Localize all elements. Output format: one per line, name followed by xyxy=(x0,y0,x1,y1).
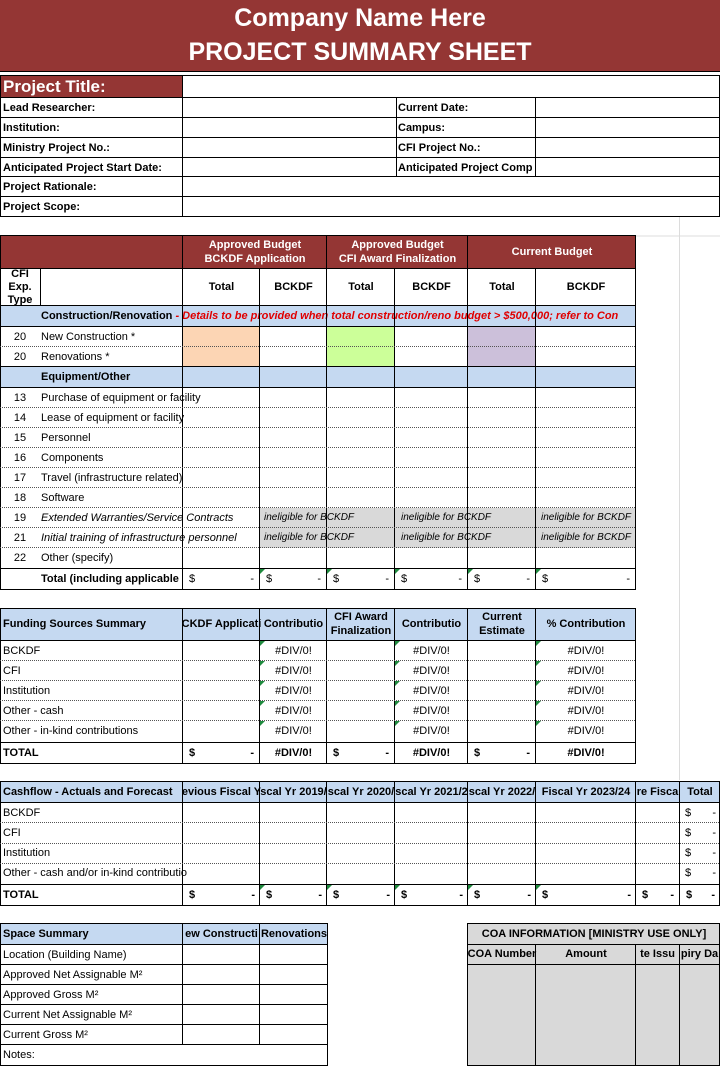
row-code: 22 xyxy=(13,551,27,564)
currency-symbol: $ xyxy=(189,889,196,901)
funding-header-cfi-award-line2: Finalization xyxy=(330,625,392,637)
currency-symbol: $ xyxy=(542,889,549,901)
current-date-label: Current Date: xyxy=(398,101,469,114)
cashflow-header: scal Yr 2019/ xyxy=(260,785,327,798)
cfi-project-label: CFI Project No.: xyxy=(398,141,481,154)
currency-symbol: $ xyxy=(266,572,273,585)
currency-value: - xyxy=(250,747,254,759)
row-label: Components xyxy=(41,451,104,464)
funding-header-current-line1: Current xyxy=(482,611,522,623)
cfi-exp-type-line1: CFI xyxy=(11,267,29,280)
cashflow-header: evious Fiscal Y xyxy=(181,785,262,798)
row-label: Extended Warranties/Service Contracts xyxy=(41,511,234,524)
div0-value: #DIV/0! xyxy=(567,684,605,697)
currency-value: - xyxy=(318,889,322,901)
row-label: Lease of equipment or facility xyxy=(41,411,185,424)
sub-header-bckdf-2: BCKDF xyxy=(412,280,451,293)
space-header-renovations: Renovations xyxy=(260,927,327,940)
cashflow-header: scal Yr 2022/ xyxy=(468,785,536,798)
div0-value: #DIV/0! xyxy=(413,724,450,737)
currency-symbol: $ xyxy=(189,572,196,585)
project-title-label: Project Title: xyxy=(0,76,183,97)
div0-value: #DIV/0! xyxy=(413,664,450,677)
approved-bckdf-header-line1: Approved Budget xyxy=(208,238,302,251)
row-label: New Construction * xyxy=(41,330,136,343)
div0-value: #DIV/0! xyxy=(413,684,450,697)
ineligible-label: ineligible for BCKDF xyxy=(264,532,355,543)
funding-title: Funding Sources Summary xyxy=(3,618,147,630)
currency-symbol: $ xyxy=(685,826,692,839)
row-code: 17 xyxy=(13,471,27,484)
currency-value: - xyxy=(526,747,530,759)
currency-symbol: $ xyxy=(401,889,408,901)
div0-value: #DIV/0! xyxy=(567,704,605,717)
div0-value: #DIV/0! xyxy=(274,747,313,759)
sheet-title: PROJECT SUMMARY SHEET xyxy=(188,38,532,66)
funding-row-label: BCKDF xyxy=(3,644,41,657)
cashflow-row-label: Other - cash and/or in-kind contributio xyxy=(3,866,188,879)
div0-value: #DIV/0! xyxy=(275,664,312,677)
funding-header-pct: % Contribution xyxy=(546,618,626,630)
currency-symbol: $ xyxy=(333,572,340,585)
ministry-project-label: Ministry Project No.: xyxy=(3,141,110,154)
space-row-label: Current Gross M² xyxy=(3,1028,88,1041)
currency-symbol: $ xyxy=(333,747,340,759)
funding-row-label: CFI xyxy=(3,664,21,677)
sub-header-bckdf-1: BCKDF xyxy=(274,280,313,293)
funding-header-current-line2: Estimate xyxy=(479,625,525,637)
space-row-label: Current Net Assignable M² xyxy=(3,1008,132,1021)
campus-label: Campus: xyxy=(398,121,446,134)
currency-symbol: $ xyxy=(685,806,692,819)
scope-label: Project Scope: xyxy=(3,200,81,213)
coa-title: COA INFORMATION [MINISTRY USE ONLY] xyxy=(481,927,707,940)
sub-header-total-2: Total xyxy=(348,280,374,293)
sub-header-total-1: Total xyxy=(208,280,235,293)
currency-symbol: $ xyxy=(401,572,408,585)
currency-value: - xyxy=(251,889,255,901)
row-code: 16 xyxy=(13,451,27,464)
funding-header-contribution-2: Contributio xyxy=(401,618,462,630)
row-label: Software xyxy=(41,491,85,504)
currency-symbol: $ xyxy=(685,866,692,879)
space-row-label: Approved Net Assignable M² xyxy=(3,968,143,981)
currency-value: - xyxy=(711,889,715,901)
currency-value: - xyxy=(250,572,254,585)
row-code: 19 xyxy=(13,511,27,524)
currency-symbol: $ xyxy=(266,889,273,901)
sub-header-bckdf-3: BCKDF xyxy=(566,280,606,293)
currency-symbol: $ xyxy=(474,572,481,585)
currency-symbol: $ xyxy=(542,572,549,585)
row-label: Travel (infrastructure related) xyxy=(41,471,183,484)
equipment-section-header: Equipment/Other xyxy=(0,367,636,387)
currency-value: - xyxy=(712,806,716,819)
space-row-label: Location (Building Name) xyxy=(3,948,127,961)
coa-header-number: COA Number xyxy=(467,947,537,960)
div0-value: #DIV/0! xyxy=(567,644,605,657)
currency-symbol: $ xyxy=(686,889,693,901)
ineligible-label: ineligible for BCKDF xyxy=(401,532,492,543)
cashflow-header: Fiscal Yr 2023/24 xyxy=(541,785,631,798)
currency-value: - xyxy=(385,747,389,759)
space-row-label: Notes: xyxy=(3,1048,35,1061)
row-code: 13 xyxy=(13,391,27,404)
start-date-label: Anticipated Project Start Date: xyxy=(3,161,162,174)
currency-value: - xyxy=(626,572,630,585)
ineligible-label: ineligible for BCKDF xyxy=(401,512,492,523)
coa-header-date-issued: te Issu xyxy=(640,947,675,960)
currency-symbol: $ xyxy=(189,747,196,759)
currency-symbol: $ xyxy=(474,747,481,759)
lead-researcher-label: Lead Researcher: xyxy=(3,101,96,114)
row-code: 14 xyxy=(13,411,27,424)
coa-header-amount: Amount xyxy=(565,947,607,960)
cashflow-total-label: TOTAL xyxy=(3,889,39,901)
div0-value: #DIV/0! xyxy=(275,724,312,737)
funding-header-cfi-award-line1: CFI Award xyxy=(334,611,388,623)
budget-total-label: Total (including applicable xyxy=(41,572,179,585)
div0-value: #DIV/0! xyxy=(275,644,312,657)
sub-header-total-3: Total xyxy=(489,280,515,293)
funding-row-label: Other - cash xyxy=(3,704,64,717)
currency-value: - xyxy=(712,866,716,879)
funding-total-label: TOTAL xyxy=(3,747,39,759)
currency-value: - xyxy=(459,889,463,901)
currency-value: - xyxy=(386,889,390,901)
completion-label: Anticipated Project Comp xyxy=(398,161,533,174)
div0-value: #DIV/0! xyxy=(412,747,451,759)
cfi-exp-type-line2: Exp. xyxy=(8,280,32,293)
row-code: 20 xyxy=(13,350,27,363)
row-label: Purchase of equipment or facility xyxy=(41,391,201,404)
currency-value: - xyxy=(458,572,462,585)
div0-value: #DIV/0! xyxy=(275,704,312,717)
currency-value: - xyxy=(526,572,530,585)
row-code: 15 xyxy=(13,431,27,444)
div0-value: #DIV/0! xyxy=(413,704,450,717)
cashflow-header: scal Yr 2020/ xyxy=(327,785,395,798)
currency-value: - xyxy=(712,846,716,859)
space-title: Space Summary xyxy=(3,927,89,940)
div0-value: #DIV/0! xyxy=(567,724,605,737)
ineligible-label: ineligible for BCKDF xyxy=(264,512,355,523)
cfi-exp-type-line3: Type xyxy=(7,293,33,306)
funding-row-label: Other - in-kind contributions xyxy=(3,724,139,737)
row-code: 18 xyxy=(13,491,27,504)
funding-header-bckdf-app: CKDF Applicati xyxy=(181,618,262,630)
cashflow-header: Total xyxy=(687,785,713,798)
space-row-label: Approved Gross M² xyxy=(3,988,99,1001)
row-label: Personnel xyxy=(41,431,91,444)
approved-cfi-header-line1: Approved Budget xyxy=(351,238,444,251)
company-name: Company Name Here xyxy=(234,4,486,32)
approved-bckdf-header-line2: BCKDF Application xyxy=(204,252,306,265)
currency-symbol: $ xyxy=(474,889,481,901)
coa-header-expiry-date: piry Da xyxy=(680,947,719,960)
currency-value: - xyxy=(527,889,531,901)
currency-symbol: $ xyxy=(642,889,649,901)
row-label: Initial training of infrastructure personnel xyxy=(41,531,237,544)
cashflow-row-label: BCKDF xyxy=(3,806,41,819)
row-label: Renovations * xyxy=(41,350,110,363)
div0-value: #DIV/0! xyxy=(413,644,450,657)
cashflow-header: scal Yr 2021/2 xyxy=(395,785,468,798)
cashflow-row-label: CFI xyxy=(3,826,21,839)
cashflow-row-label: Institution xyxy=(3,846,51,859)
div0-value: #DIV/0! xyxy=(567,664,605,677)
approved-cfi-header-line2: CFI Award Finalization xyxy=(338,252,457,265)
space-header-new-construction: ew Constructi xyxy=(185,927,258,940)
currency-value: - xyxy=(712,826,716,839)
currency-symbol: $ xyxy=(685,846,692,859)
div0-value: #DIV/0! xyxy=(567,747,605,759)
currency-value: - xyxy=(670,889,674,901)
currency-value: - xyxy=(385,572,389,585)
currency-value: - xyxy=(317,572,321,585)
current-budget-header: Current Budget xyxy=(468,236,636,268)
cashflow-title: Cashflow - Actuals and Forecast xyxy=(3,785,173,798)
construction-note: - Details to be provided when total construction/reno budget > $500,000; refer to Con xyxy=(175,309,619,322)
funding-row-label: Institution xyxy=(3,684,51,697)
institution-label: Institution: xyxy=(3,121,60,134)
funding-header-contribution-1: Contributio xyxy=(263,618,324,630)
row-code: 20 xyxy=(13,330,27,343)
construction-label: Construction/Renovation xyxy=(41,309,173,322)
ineligible-label: ineligible for BCKDF xyxy=(541,532,632,543)
currency-symbol: $ xyxy=(333,889,340,901)
row-label: Other (specify) xyxy=(41,551,114,564)
div0-value: #DIV/0! xyxy=(275,684,312,697)
ineligible-label: ineligible for BCKDF xyxy=(541,512,632,523)
row-code: 21 xyxy=(13,531,27,544)
rationale-label: Project Rationale: xyxy=(3,180,97,193)
cashflow-header: re Fisca xyxy=(636,785,679,798)
currency-value: - xyxy=(627,889,631,901)
